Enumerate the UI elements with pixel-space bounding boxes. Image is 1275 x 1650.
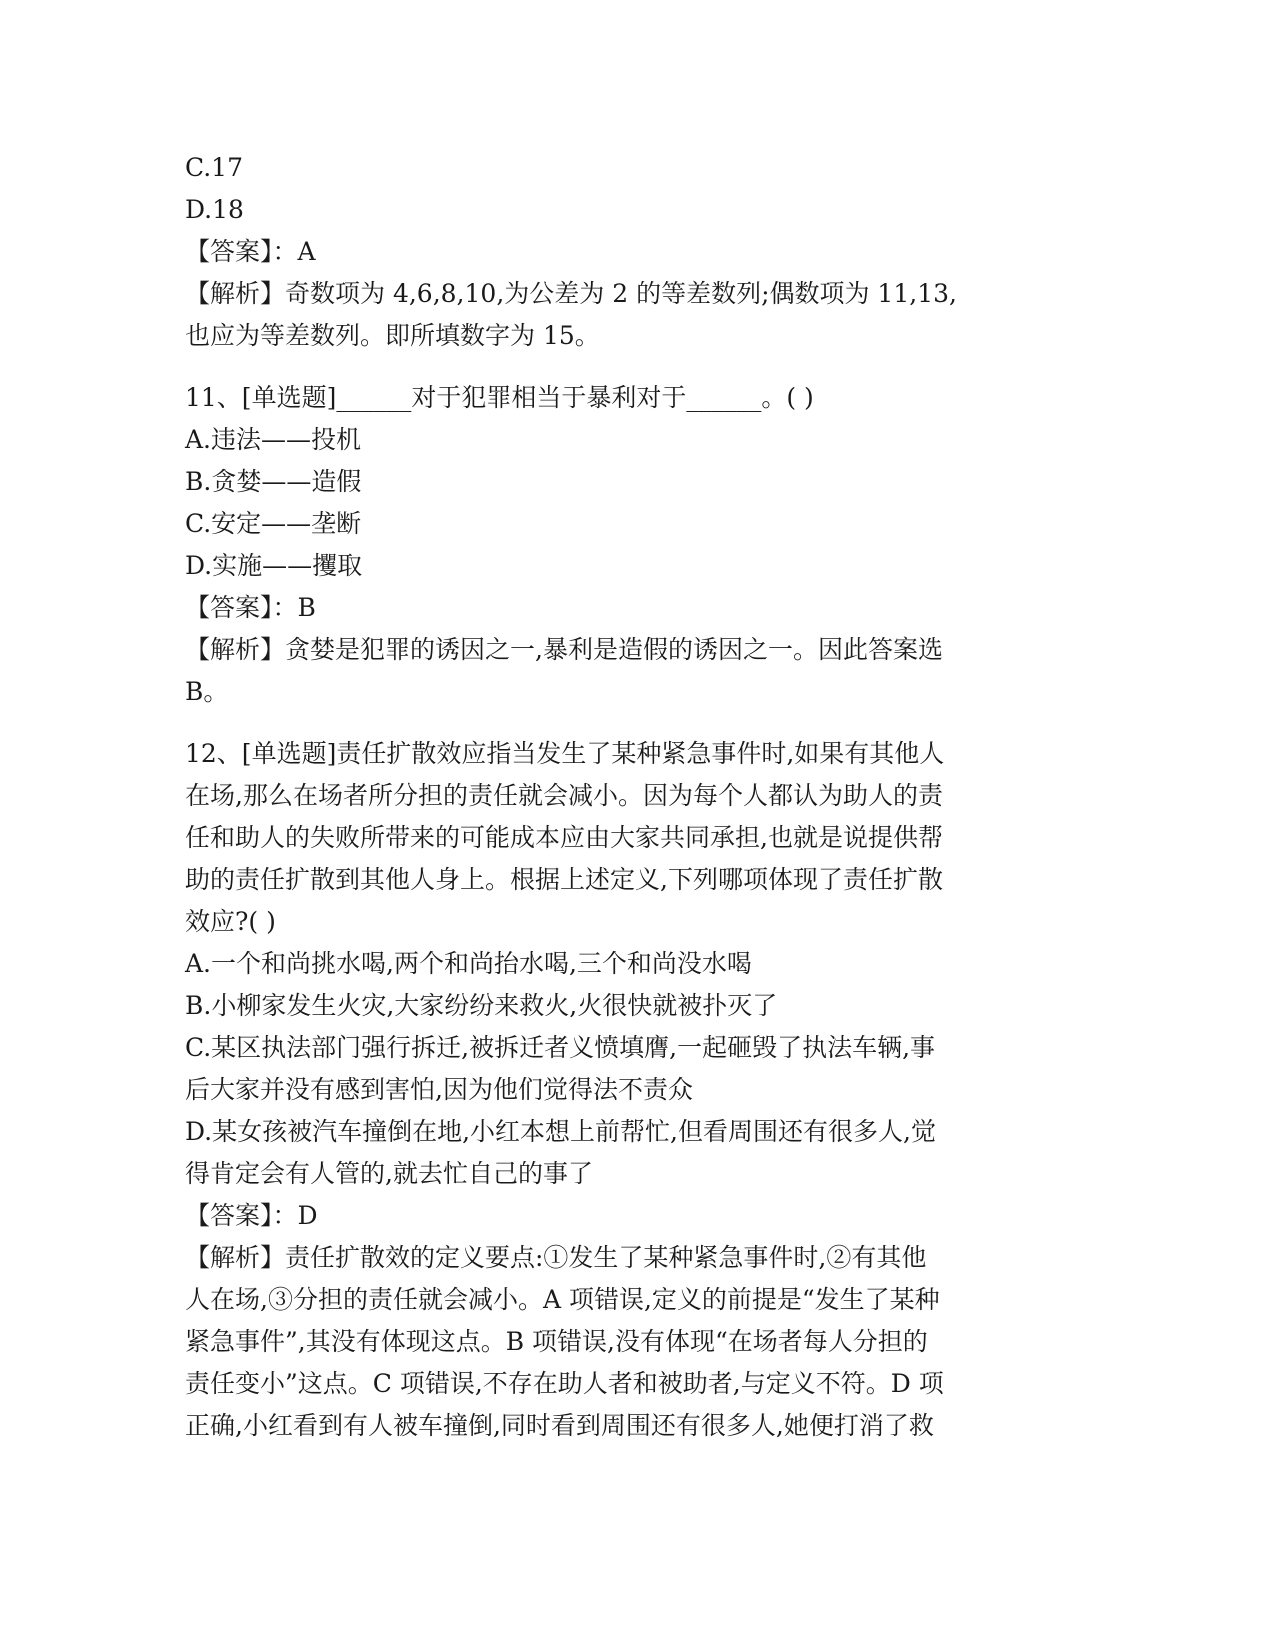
question-stem: 效应?( ) [185,907,276,936]
option-b: B.贪婪——造假 [185,467,362,496]
question-stem: 助的责任扩散到其他人身上。根据上述定义,下列哪项体现了责任扩散 [185,865,943,894]
option-d: D.某女孩被汽车撞倒在地,小红本想上前帮忙,但看周围还有很多人,觉 [185,1117,936,1146]
option-a: A.一个和尚挑水喝,两个和尚抬水喝,三个和尚没水喝 [185,949,752,978]
answer-line: 【答案】：A [185,237,316,266]
option-d: D.18 [185,195,244,224]
option-d-continued: 得肯定会有人管的,就去忙自己的事了 [185,1159,593,1188]
question-12 [185,733,1085,1447]
option-c-continued: 后大家并没有感到害怕,因为他们觉得法不责众 [185,1075,693,1104]
option-b: B.小柳家发生火灾,大家纷纷来救火,火很快就被扑灭了 [185,991,778,1020]
analysis-line: 【解析】奇数项为 4,6,8,10,为公差为 2 的等差数列;偶数项为 11,13, [185,279,957,308]
analysis-line: 【解析】贪婪是犯罪的诱因之一,暴利是造假的诱因之一。因此答案选 [185,635,943,664]
question-stem: 任和助人的失败所带来的可能成本应由大家共同承担,也就是说提供帮 [185,823,943,852]
analysis-line: 【解析】责任扩散效的定义要点:①发生了某种紧急事件时,②有其他 [185,1243,927,1272]
answer-line: 【答案】：D [185,1201,318,1230]
answer-line: 【答案】：B [185,593,316,622]
analysis-line: B。 [185,677,229,706]
document-body [185,147,1085,1447]
option-c: C.某区执法部门强行拆迁,被拆迁者义愤填膺,一起砸毁了执法车辆,事 [185,1033,936,1062]
analysis-line: 责任变小”这点。C 项错误,不存在助人者和被助者,与定义不符。D 项 [185,1369,944,1398]
option-d: D.实施——攫取 [185,551,363,580]
question-stem: 在场,那么在场者所分担的责任就会减小。因为每个人都认为助人的责 [185,781,943,810]
question-stem: 12、[单选题]责任扩散效应指当发生了某种紧急事件时,如果有其他人 [185,739,945,768]
option-c: C.安定——垄断 [185,509,362,538]
option-a: A.违法——投机 [185,425,362,454]
analysis-line: 紧急事件”,其没有体现这点。B 项错误,没有体现“在场者每人分担的 [185,1327,928,1356]
option-c: C.17 [185,153,243,182]
analysis-line: 正确,小红看到有人被车撞倒,同时看到周围还有很多人,她便打消了救 [185,1411,934,1440]
analysis-line: 人在场,③分担的责任就会减小。A 项错误,定义的前提是“发生了某种 [185,1285,940,1314]
previous-question-tail [185,147,1085,357]
question-11 [185,377,1085,713]
analysis-line: 也应为等差数列。即所填数字为 15。 [185,321,600,350]
question-stem: 11、[单选题]______对于犯罪相当于暴利对于______。( ) [185,383,814,412]
